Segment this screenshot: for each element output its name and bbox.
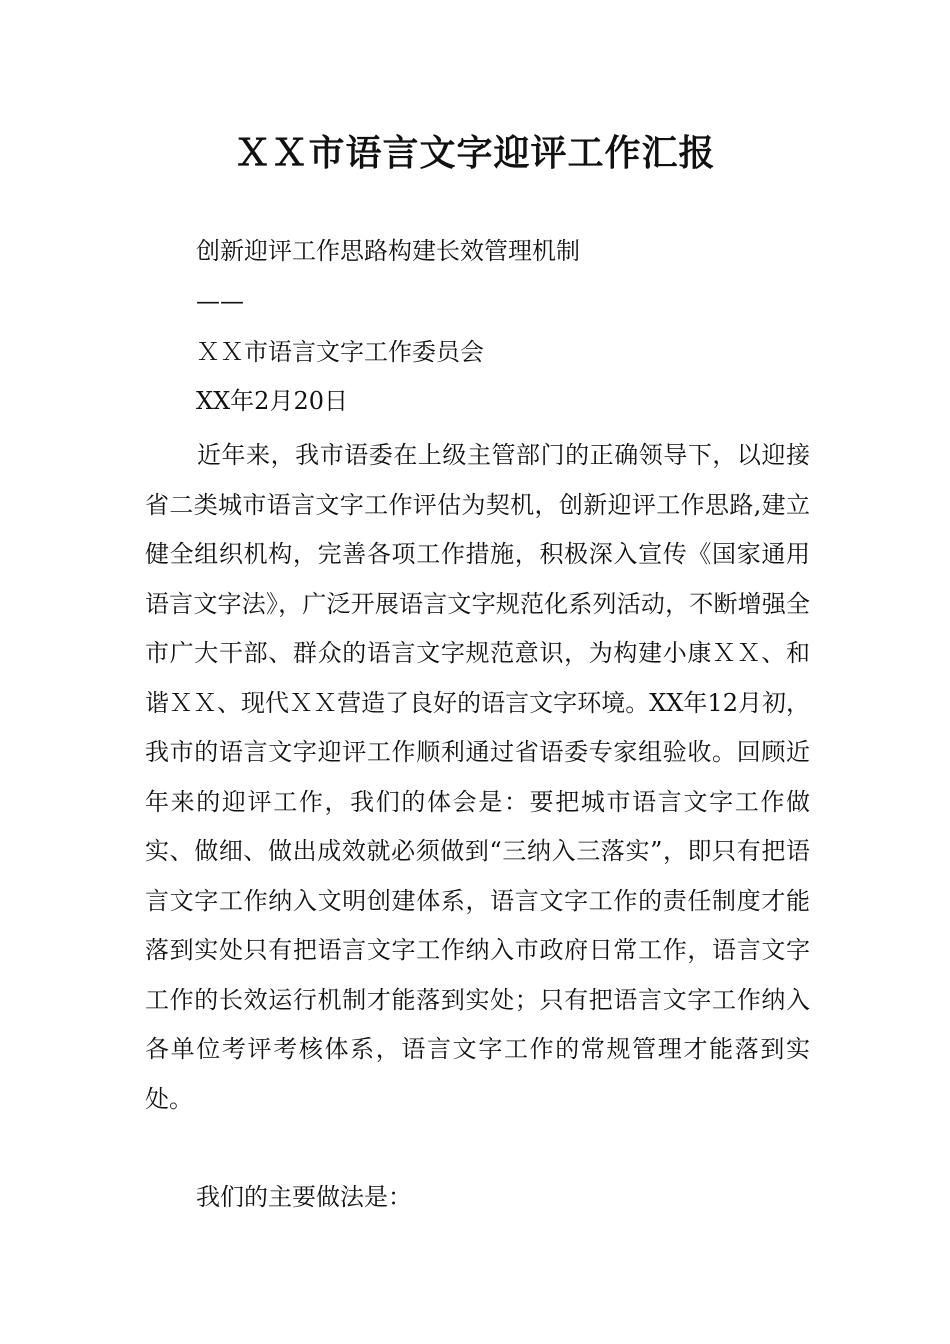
closing-line: 我们的主要做法是： — [196, 1183, 412, 1211]
subtitle-dash: —— — [196, 287, 244, 315]
document-title: ＸＸ市语言文字迎评工作汇报 — [234, 133, 716, 174]
body-paragraph: 近年来，我市语委在上级主管部门的正确领导下，以迎接省二类城市语言文字工作评估为契机，创新迎评工作思路,建立健全组织机构，完善各项工作措施，积极深入宣传《国家通用语言文字法》，广泛开展语言文字规范化系列活动，不断增强全市广大干部、群众的语言文字规范意识，为构建小康ＸＸ、和谐ＸＸ、现代ＸＸ营造了良好的语言文字环境。XX年12月初，我市的语言文字迎评工作顺利通过省语委专家组验收。回顾近年来的迎评工作，我们的体会是：要把城市语言文字工作做实、做细、做出成效就必须做到“三纳入三落实”，即只有把语言文字工作纳入文明创建体系，语言文字工作的责任制度才能落到实处只有把语言文字工作纳入市政府日常工作，语言文字工作的长效运行机制才能落到实处；只有把语言文字工作纳入各单位考评考核体系，语言文字工作的常规管理才能落到实处。 — [145, 441, 810, 1113]
document-subtitle: 创新迎评工作思路构建长效管理机制 — [196, 237, 580, 265]
document-date: XX年2月20日 — [196, 387, 348, 415]
document-author: ＸＸ市语言文字工作委员会 — [196, 338, 484, 366]
